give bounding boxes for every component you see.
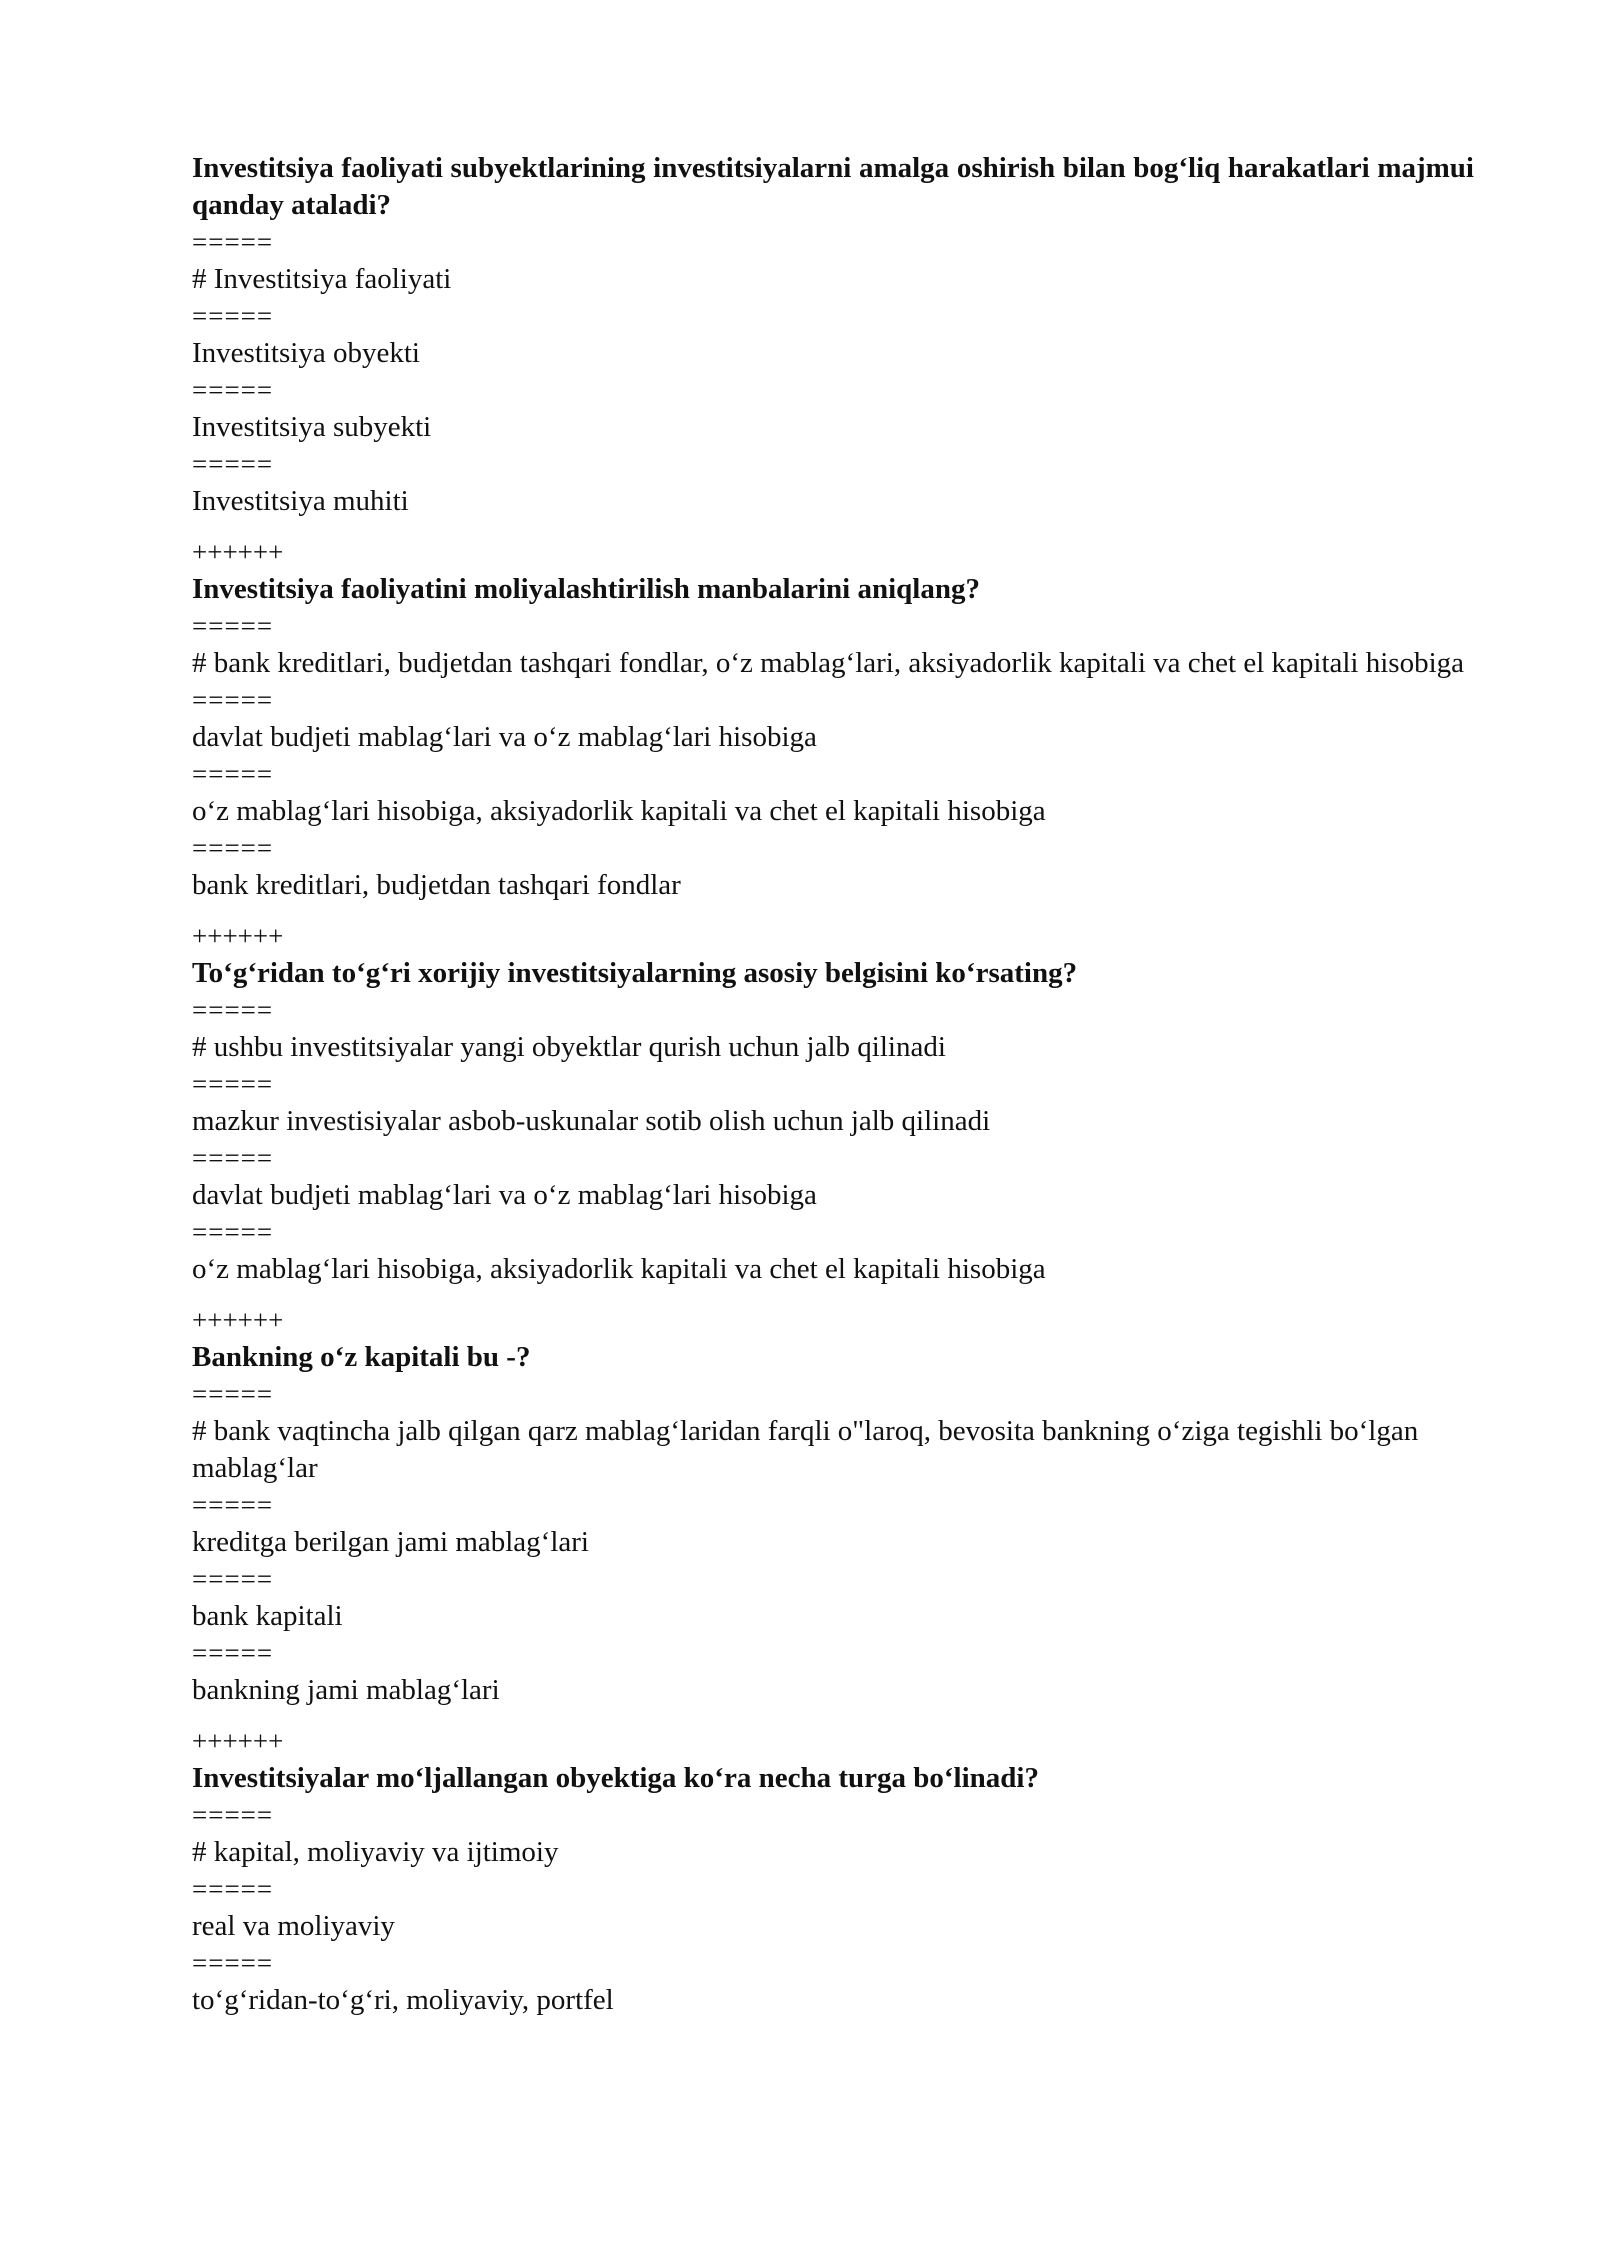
separator: ===== [192, 611, 274, 641]
answer-option-correct: # ushbu investitsiyalar yangi obyektlar qurish uchun jalb qilinadi [192, 1031, 946, 1063]
question-block [192, 534, 1474, 904]
answer-option-correct: # kapital, moliyaviy va ijtimoiy [192, 1836, 559, 1868]
answer-option: davlat budjeti mablag‘lari va o‘z mablag‘lari hisobiga [192, 721, 817, 753]
separator: ===== [192, 833, 274, 863]
answer-option-correct: # Investitsiya faoliyati [192, 263, 452, 295]
answer-option: bankning jami mablag‘lari [192, 1674, 500, 1706]
question-text: Investitsiya faoliyati subyektlarining investitsiyalarni amalga oshirish bilan bog‘liq harakatlari majmui qanday ataladi? [192, 152, 1474, 221]
question-text: Investitsiya faoliyatini moliyalashtirilish manbalarini aniqlang? [192, 573, 980, 605]
separator: ===== [192, 227, 274, 257]
separator: ===== [192, 1143, 274, 1173]
block-marker: ++++++ [192, 921, 284, 951]
answer-option-correct: # bank vaqtincha jalb qilgan qarz mablag‘laridan farqli o"laroq, bevosita bankning o‘ziga tegishli bo‘lgan mablag‘lar [192, 1415, 1419, 1484]
question-text: Bankning o‘z kapitali bu -? [192, 1341, 531, 1373]
answer-option: kreditga berilgan jami mablag‘lari [192, 1526, 589, 1558]
separator: ===== [192, 1379, 274, 1409]
answer-option: Investitsiya obyekti [192, 337, 420, 369]
separator: ===== [192, 1948, 274, 1978]
separator: ===== [192, 685, 274, 715]
separator: ===== [192, 1874, 274, 1904]
answer-option: Investitsiya subyekti [192, 411, 432, 443]
question-block [192, 1302, 1474, 1709]
separator: ===== [192, 759, 274, 789]
answer-option: o‘z mablag‘lari hisobiga, aksiyadorlik kapitali va chet el kapitali hisobiga [192, 795, 1046, 827]
separator: ===== [192, 995, 274, 1025]
separator: ===== [192, 1564, 274, 1594]
answer-option: to‘g‘ridan-to‘g‘ri, moliyaviy, portfel [192, 1984, 614, 2016]
answer-option-correct: # bank kreditlari, budjetdan tashqari fondlar, o‘z mablag‘lari, aksiyadorlik kapitali va chet el kapitali hisobiga [192, 647, 1465, 679]
block-marker: ++++++ [192, 1305, 284, 1335]
separator: ===== [192, 375, 274, 405]
answer-option: Investitsiya muhiti [192, 485, 409, 517]
answer-option: bank kapitali [192, 1600, 343, 1632]
block-marker: ++++++ [192, 1726, 284, 1756]
answer-option: real va moliyaviy [192, 1910, 395, 1942]
question-text: To‘g‘ridan to‘g‘ri xorijiy investitsiyalarning asosiy belgisini ko‘rsating? [192, 957, 1078, 989]
document-page [192, 150, 1474, 2019]
separator: ===== [192, 1069, 274, 1099]
question-block [192, 918, 1474, 1288]
separator: ===== [192, 1217, 274, 1247]
answer-option: bank kreditlari, budjetdan tashqari fondlar [192, 869, 681, 901]
question-block [192, 150, 1474, 520]
separator: ===== [192, 1638, 274, 1668]
separator: ===== [192, 1800, 274, 1830]
separator: ===== [192, 1490, 274, 1520]
block-marker: ++++++ [192, 537, 284, 567]
answer-option: davlat budjeti mablag‘lari va o‘z mablag‘lari hisobiga [192, 1179, 817, 1211]
question-block [192, 1723, 1474, 2019]
separator: ===== [192, 301, 274, 331]
separator: ===== [192, 449, 274, 479]
answer-option: mazkur investisiyalar asbob-uskunalar sotib olish uchun jalb qilinadi [192, 1105, 991, 1137]
question-text: Investitsiyalar mo‘ljallangan obyektiga ko‘ra necha turga bo‘linadi? [192, 1762, 1039, 1794]
answer-option: o‘z mablag‘lari hisobiga, aksiyadorlik kapitali va chet el kapitali hisobiga [192, 1253, 1046, 1285]
